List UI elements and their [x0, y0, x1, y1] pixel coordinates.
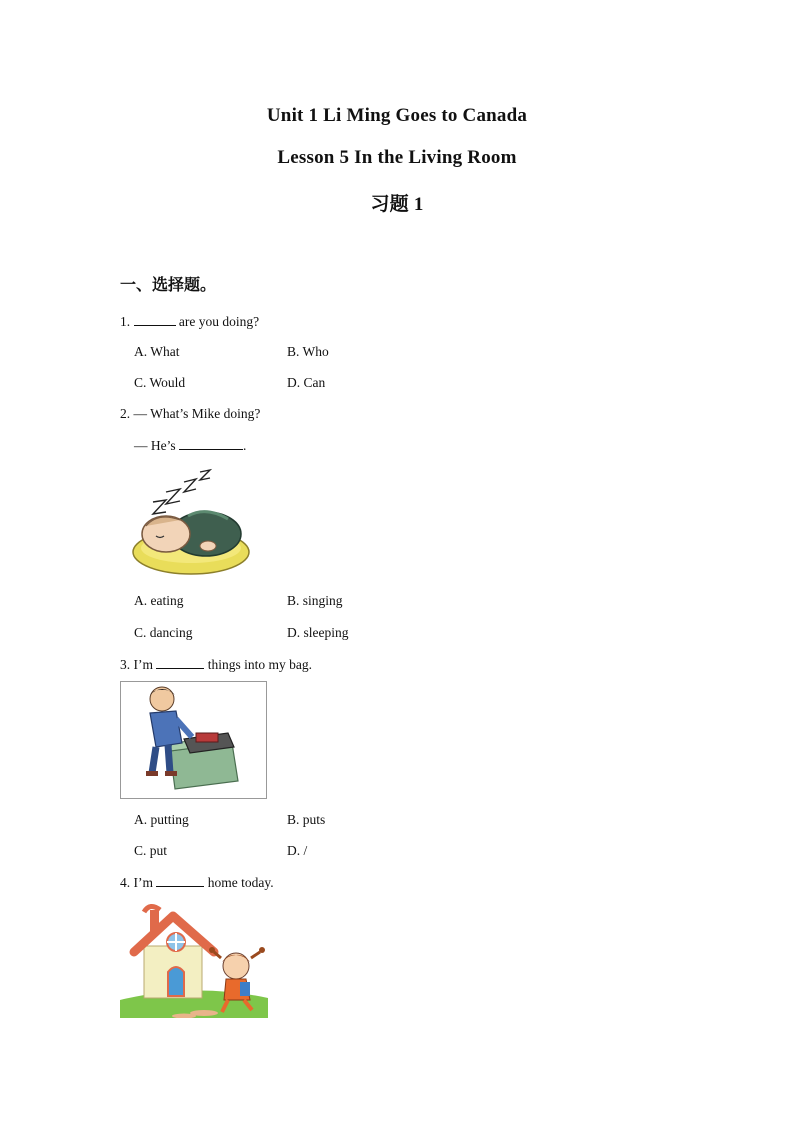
question-number: 1.	[120, 314, 131, 329]
question-number: 2.	[120, 406, 131, 421]
option-c[interactable]: C. Would	[134, 375, 186, 390]
unit-title: Unit 1 Li Ming Goes to Canada	[266, 105, 528, 126]
question-1-stem	[120, 313, 259, 330]
question-text: things into my bag.	[207, 657, 312, 672]
question-4-stem	[120, 874, 274, 891]
option-a[interactable]: A. What	[134, 344, 180, 359]
option-d[interactable]: D. sleeping	[287, 625, 349, 640]
sleeping-boy-illustration	[128, 464, 253, 579]
answer-blank	[179, 437, 243, 450]
question-text: .	[243, 438, 247, 453]
option-a[interactable]: A. eating	[134, 593, 184, 608]
exercise-title: 习题 1	[370, 194, 424, 215]
answer-blank	[156, 874, 204, 887]
option-d[interactable]: D. /	[287, 843, 308, 858]
option-b[interactable]: B. singing	[287, 593, 343, 608]
question-text: — He’s	[134, 438, 176, 453]
boy-packing-bag-illustration	[120, 681, 267, 799]
option-b[interactable]: B. Who	[287, 344, 329, 359]
answer-blank	[156, 656, 204, 669]
question-3-stem	[120, 656, 312, 673]
section-heading: 一、选择题。	[120, 275, 217, 294]
question-text: — What’s Mike doing?	[133, 406, 261, 421]
option-b[interactable]: B. puts	[287, 812, 326, 827]
girl-walking-home-illustration	[120, 900, 268, 1018]
question-2-response	[134, 437, 246, 454]
zzz-icon	[153, 470, 210, 514]
option-c[interactable]: C. dancing	[134, 625, 193, 640]
question-text: are you doing?	[178, 314, 260, 329]
option-c[interactable]: C. put	[134, 843, 168, 858]
option-a[interactable]: A. putting	[134, 812, 189, 827]
question-2-stem	[120, 406, 260, 422]
question-text: home today.	[207, 875, 274, 890]
question-text: I’m	[133, 657, 153, 672]
lesson-title: Lesson 5 In the Living Room	[277, 147, 517, 168]
question-text: I’m	[133, 875, 153, 890]
answer-blank	[134, 313, 176, 326]
question-number: 3.	[120, 657, 131, 672]
question-number: 4.	[120, 875, 131, 890]
option-d[interactable]: D. Can	[287, 375, 326, 390]
